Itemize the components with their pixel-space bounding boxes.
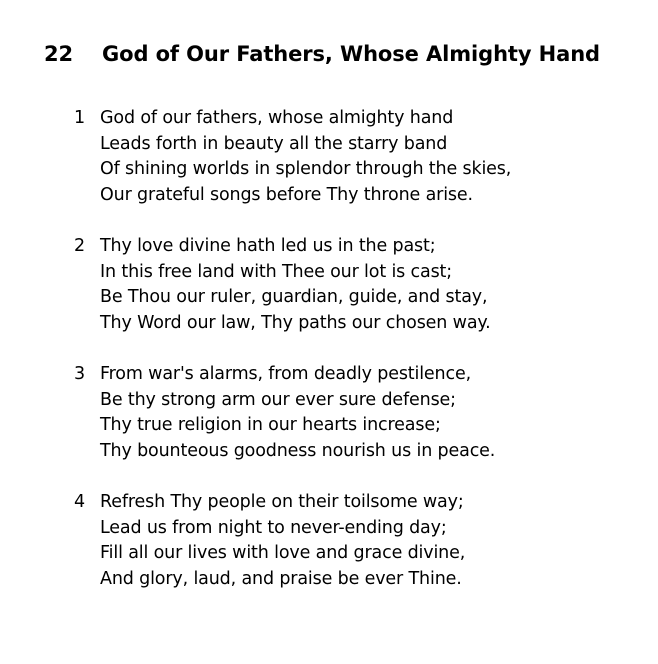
hymn-number: 22 [44,42,74,66]
verse-line: In this free land with Thee our lot is cast; [100,261,453,282]
hymn-title: God of Our Fathers, Whose Almighty Hand [102,42,600,66]
verse [74,362,511,464]
hymn-header [44,40,600,68]
verse [74,234,511,336]
verse-line: Thy bounteous goodness nourish us in peace. [100,440,496,461]
verse [74,106,511,208]
verse-number: 4 [74,492,85,512]
verse-line: Be thy strong arm our ever sure defense; [100,389,456,410]
verse-line: Thy Word our law, Thy paths our chosen way. [100,312,491,333]
verse-lines [100,490,511,592]
verse-number: 3 [74,364,85,384]
verse-line: God of our fathers, whose almighty hand [100,108,454,128]
verse-line: Leads forth in beauty all the starry band [100,133,448,154]
verse [74,490,511,592]
verse-line: Thy love divine hath led us in the past; [100,236,436,256]
verse-number: 2 [74,236,85,256]
verse-line: Our grateful songs before Thy throne arise. [100,184,473,205]
verse-line: From war's alarms, from deadly pestilence, [100,364,471,384]
verse-lines [100,106,511,208]
verse-line: Of shining worlds in splendor through the skies, [100,159,512,179]
verse-line: Be Thou our ruler, guardian, guide, and stay, [100,287,488,307]
verses-list [74,106,511,618]
verse-lines [100,362,511,464]
verse-line: Thy true religion in our hearts increase; [100,415,441,435]
verse-lines [100,234,511,336]
verse-line: And glory, laud, and praise be ever Thine. [100,568,462,589]
verse-number: 1 [74,108,85,128]
verse-line: Lead us from night to never-ending day; [100,517,447,538]
verse-line: Refresh Thy people on their toilsome way; [100,492,464,512]
verse-line: Fill all our lives with love and grace divine, [100,543,466,563]
